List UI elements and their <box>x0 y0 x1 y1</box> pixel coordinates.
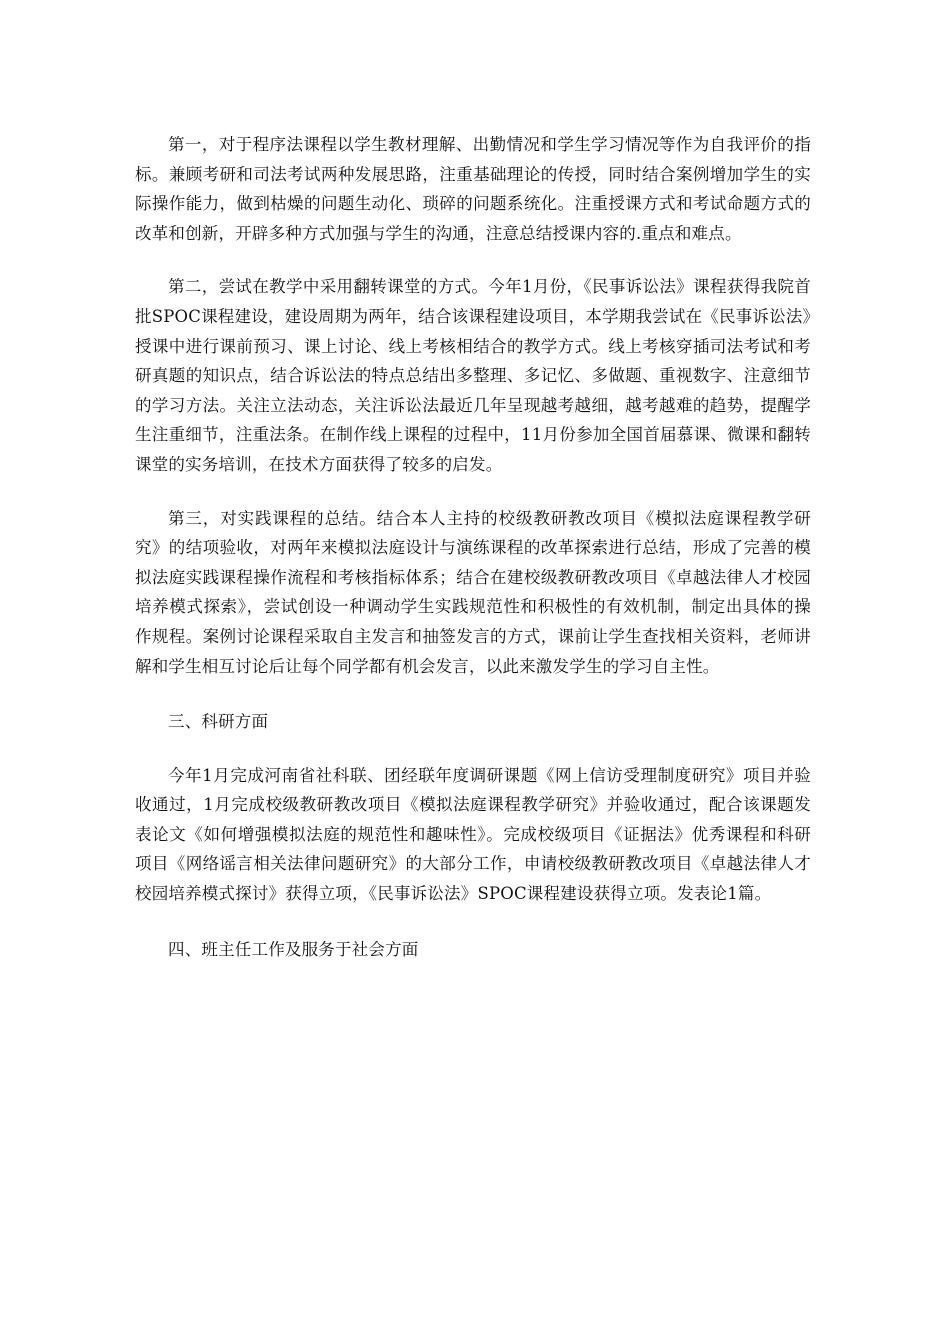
heading-research: 三、科研方面 <box>168 712 269 732</box>
document-page <box>135 130 811 964</box>
paragraph-third: 第三，对实践课程的总结。结合本人主持的校级教研教改项目《模拟法庭课程教学研究》的结项验收，对两年来模拟法庭设计与演练课程的改革探索进行总结，形成了完善的模拟法庭实践课程操作流程和考核指标体系；结合在建校级教研教改项目《卓越法律人才校园培养模式探索》，尝试创设一种调动学生实践规范性和积极性的有效机制，制定出具体的操作规程。案例讨论课程采取自主发言和抽签发言的方式，课前让学生查找相关资料，老师讲解和学生相互讨论后让每个同学都有机会发言，以此来激发学生的学习自主性。 <box>135 508 811 676</box>
paragraph-first: 第一，对于程序法课程以学生教材理解、出勤情况和学生学习情况等作为自我评价的指标。兼顾考研和司法考试两种发展思路，注重基础理论的传授，同时结合案例增加学生的实际操作能力，做到枯燥的问题生动化、琐碎的问题系统化。注重授课方式和考试命题方式的改革和创新，开辟多种方式加强与学生的沟通，注意总结授课内容的.重点和难点。 <box>135 135 811 243</box>
paragraph-second: 第二，尝试在教学中采用翻转课堂的方式。今年1月份，《民事诉讼法》课程获得我院首批SPOC课程建设，建设周期为两年，结合该课程建设项目，本学期我尝试在《民事诉讼法》授课中进行课前预习、课上讨论、线上考核相结合的教学方式。线上考核穿插司法考试和考研真题的知识点，结合诉讼法的特点总结出多整理、多记忆、多做题、重视数字、注意细节的学习方法。关注立法动态，关注诉讼法最近几年呈现越考越细，越考越难的趋势，提醒学生注重细节，注重法条。在制作线上课程的过程中，11月份参加全国首届慕课、微课和翻转课堂的实务培训，在技术方面获得了较多的启发。 <box>135 277 811 474</box>
heading-service: 四、班主任工作及服务于社会方面 <box>168 939 419 959</box>
paragraph-research: 今年1月完成河南省社科联、团经联年度调研课题《网上信访受理制度研究》项目并验收通过，1月完成校级教研教改项目《模拟法庭课程教学研究》并验收通过，配合该课题发表论文《如何增强模拟法庭的规范性和趣味性》。完成校级项目《证据法》优秀课程和科研项目《网络谣言相关法律问题研究》的大部分工作，申请校级教研教改项目《卓越法律人才校园培养模式探讨》获得立项，《民事诉讼法》SPOC课程建设获得立项。发表论1篇。 <box>135 765 811 904</box>
